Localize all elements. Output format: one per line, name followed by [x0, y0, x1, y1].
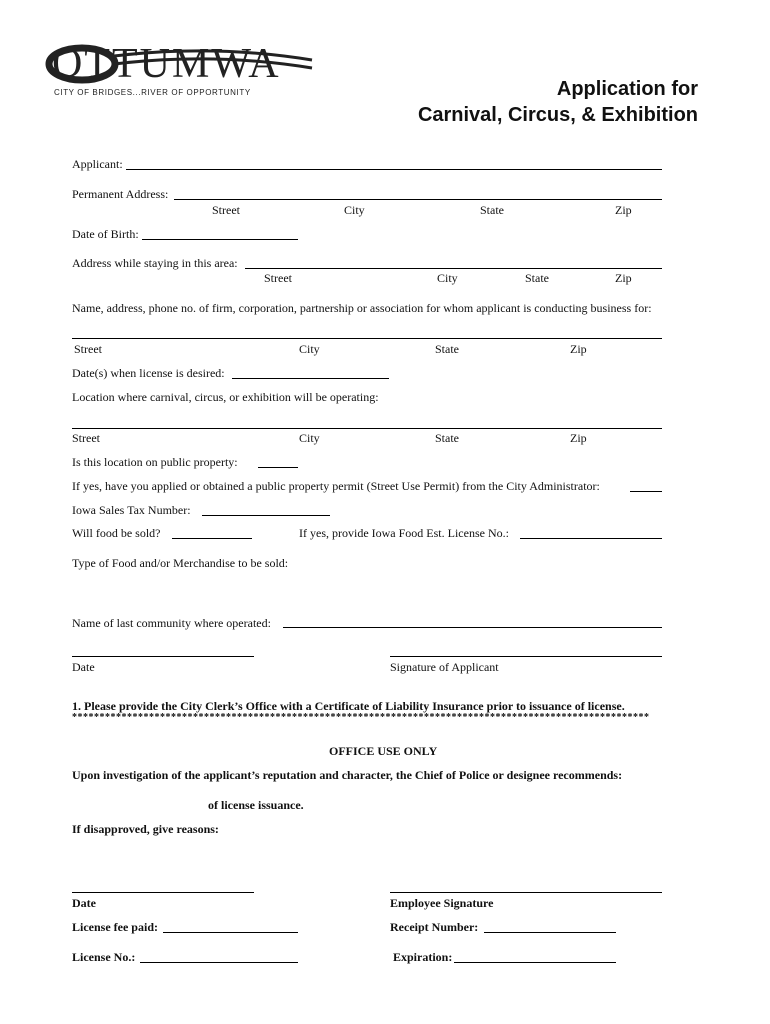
logo-tagline: CITY OF BRIDGES...RIVER OF OPPORTUNITY — [54, 88, 251, 97]
addr4-state-caption: State — [435, 431, 459, 445]
addr3-city-caption: City — [299, 342, 320, 356]
food-type-label: Type of Food and/or Merchandise to be sold: — [72, 556, 289, 570]
last-community-label: Name of last community where operated: — [72, 616, 271, 630]
license-dates-label: Date(s) when license is desired: — [72, 366, 225, 380]
license-fee-label: License fee paid: — [72, 920, 158, 934]
last-community-field[interactable] — [283, 627, 662, 628]
permit-label: If yes, have you applied or obtained a public property permit (Street Use Permit) from the City Administrator: — [72, 479, 600, 493]
addr2-city-caption: City — [437, 271, 458, 285]
employee-signature-label: Employee Signature — [390, 896, 494, 910]
applicant-signature-label: Signature of Applicant — [390, 660, 499, 674]
addr4-city-caption: City — [299, 431, 320, 445]
form-title-line2: Carnival, Circus, & Exhibition — [417, 104, 698, 126]
addr1-state-caption: State — [480, 203, 504, 217]
permanent-address-field[interactable] — [174, 199, 662, 200]
addr1-zip-caption: Zip — [615, 203, 632, 217]
receipt-number-label: Receipt Number: — [390, 920, 479, 934]
form-title-line1: Application for — [556, 78, 698, 100]
addr2-street-caption: Street — [264, 271, 292, 285]
food-license-field[interactable] — [520, 538, 662, 539]
dob-label: Date of Birth: — [72, 227, 139, 241]
license-fee-field[interactable] — [163, 932, 298, 933]
dob-field[interactable] — [142, 239, 298, 240]
addr4-street-caption: Street — [72, 431, 100, 445]
applicant-label: Applicant: — [72, 157, 123, 171]
expiration-label: Expiration: — [393, 950, 453, 964]
applicant-signature-field[interactable] — [390, 656, 662, 657]
addr4-zip-caption: Zip — [570, 431, 587, 445]
office-date-label: Date — [72, 896, 96, 910]
addr3-state-caption: State — [435, 342, 459, 356]
police-recommend-label: Upon investigation of the applicant’s reputation and character, the Chief of Police or designee recommends: — [72, 768, 623, 782]
applicant-date-label: Date — [72, 660, 95, 674]
permit-field[interactable] — [630, 491, 662, 492]
public-property-label: Is this location on public property: — [72, 455, 238, 469]
addr1-street-caption: Street — [212, 203, 240, 217]
firm-field[interactable] — [72, 338, 662, 339]
addr1-city-caption: City — [344, 203, 365, 217]
license-issuance-label: of license issuance. — [208, 798, 304, 812]
food-license-label: If yes, provide Iowa Food Est. License No.: — [299, 526, 509, 540]
location-label: Location where carnival, circus, or exhibition will be operating: — [72, 390, 379, 404]
firm-label: Name, address, phone no. of firm, corporation, partnership or association for whom applicant is conducting business for: — [72, 301, 652, 315]
employee-signature-field[interactable] — [390, 892, 662, 893]
expiration-field[interactable] — [454, 962, 616, 963]
applicant-date-field[interactable] — [72, 656, 254, 657]
tax-number-label: Iowa Sales Tax Number: — [72, 503, 191, 517]
separator-stars: ********************************************************************************************************* — [72, 712, 650, 723]
location-field[interactable] — [72, 428, 662, 429]
addr3-street-caption: Street — [74, 342, 102, 356]
applicant-field[interactable] — [126, 169, 662, 170]
permanent-address-label: Permanent Address: — [72, 187, 169, 201]
food-sold-field[interactable] — [172, 538, 252, 539]
disapproved-reasons-label: If disapproved, give reasons: — [72, 822, 219, 836]
license-no-field[interactable] — [140, 962, 298, 963]
insurance-notice: 1. Please provide the City Clerk’s Office with a Certificate of Liability Insurance prior to issuance of license. — [72, 699, 625, 713]
receipt-number-field[interactable] — [484, 932, 616, 933]
addr3-zip-caption: Zip — [570, 342, 587, 356]
license-no-label: License No.: — [72, 950, 136, 964]
ottumwa-logo — [44, 38, 319, 100]
office-date-field[interactable] — [72, 892, 254, 893]
food-sold-label: Will food be sold? — [72, 526, 161, 540]
logo-wordmark: OTTUMWA — [52, 41, 281, 87]
address-staying-label: Address while staying in this area: — [72, 256, 238, 270]
office-use-heading: OFFICE USE ONLY — [329, 744, 438, 758]
license-dates-field[interactable] — [232, 378, 389, 379]
address-staying-field[interactable] — [245, 268, 662, 269]
addr2-zip-caption: Zip — [615, 271, 632, 285]
addr2-state-caption: State — [525, 271, 549, 285]
public-property-field[interactable] — [258, 467, 298, 468]
tax-number-field[interactable] — [202, 515, 330, 516]
